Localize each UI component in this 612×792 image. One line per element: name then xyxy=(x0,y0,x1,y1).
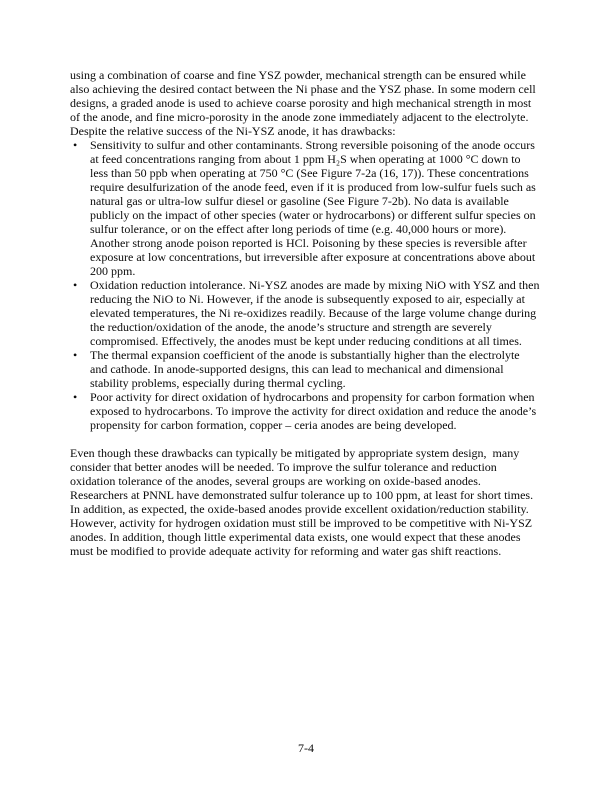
text-line: However, activity for hydrogen oxidation must still be improved to be competitive with Ni-YSZ xyxy=(70,516,533,530)
bullet-item-thermal-expansion xyxy=(70,348,557,390)
bullet-text-sulfur-sensitivity xyxy=(90,138,557,278)
bullet-icon: • xyxy=(73,278,78,292)
bullet-icon: • xyxy=(73,348,78,362)
closing-paragraph xyxy=(70,446,557,558)
text-line: Another strong anode poison reported is HCl. Poisoning by these species is reversible after xyxy=(90,236,527,250)
intro-paragraph xyxy=(70,68,557,138)
text-line: Despite the relative success of the Ni-YSZ anode, it has drawbacks: xyxy=(70,124,396,138)
drawbacks-bullet-list xyxy=(70,138,557,432)
text-line: The thermal expansion coefficient of the anode is substantially higher than the electrolyte xyxy=(90,348,520,362)
text-line: at feed concentrations ranging from about 1 ppm H₂S when operating at 1000 °C down to xyxy=(90,152,521,166)
bullet-icon: • xyxy=(73,138,78,152)
text-line: designs, a graded anode is used to achieve coarse porosity and high mechanical strength in most xyxy=(70,96,532,110)
text-line: propensity for carbon formation, copper – ceria anodes are being developed. xyxy=(90,418,457,432)
text-line: must be modified to provide adequate activity for reforming and water gas shift reactions. xyxy=(70,544,502,558)
text-line: Sensitivity to sulfur and other contaminants. Strong reversible poisoning of the anode occurs xyxy=(90,138,535,152)
text-line: Oxidation reduction intolerance. Ni-YSZ anodes are made by mixing NiO with YSZ and then xyxy=(90,278,540,292)
text-line: sulfur tolerance, or on the effect after long periods of time (e.g. 40,000 hours or more). xyxy=(90,222,507,236)
text-line: In addition, as expected, the oxide-based anodes provide excellent oxidation/reduction stability. xyxy=(70,502,529,516)
text-line: 200 ppm. xyxy=(90,264,136,278)
bullet-text-oxidation-reduction xyxy=(90,278,557,348)
text-line: oxidation tolerance of the anodes, several groups are working on oxide-based anodes. xyxy=(70,474,481,488)
bullet-item-sulfur-sensitivity xyxy=(70,138,557,278)
text-line: and cathode. In anode-supported designs, this can lead to mechanical and dimensional xyxy=(90,362,504,376)
text-line: of the anode, and fine micro-porosity in the anode zone immediately adjacent to the electrolyte. xyxy=(70,110,529,124)
text-line: anodes. In addition, though little experimental data exists, one would expect that these anodes xyxy=(70,530,521,544)
text-line: Even though these drawbacks can typically be mitigated by appropriate system design, many xyxy=(70,446,520,460)
text-line: natural gas or ultra-low sulfur diesel or gasoline (See Figure 7-2b). No data is available xyxy=(90,194,509,208)
text-line: exposure at low concentrations, but irreversible after exposure at concentrations above about xyxy=(90,250,536,264)
text-line: the reduction/oxidation of the anode, the anode’s structure and strength are severely xyxy=(90,320,492,334)
text-line: stability problems, especially during thermal cycling. xyxy=(90,376,346,390)
text-line: compromised. Effectively, the anodes must be kept under reducing conditions at all times. xyxy=(90,334,522,348)
text-line: Researchers at PNNL have demonstrated sulfur tolerance up to 100 ppm, at least for short times. xyxy=(70,488,534,502)
text-line: less than 50 ppb when operating at 750 °C (See Figure 7-2a (16, 17)). These concentrations xyxy=(90,166,529,180)
text-line: using a combination of coarse and fine YSZ powder, mechanical strength can be ensured while xyxy=(70,68,526,82)
text-line: consider that better anodes will be needed. To improve the sulfur tolerance and reduction xyxy=(70,460,497,474)
bullet-icon: • xyxy=(73,390,78,404)
text-line: require desulfurization of the anode feed, even if it is produced from low-sulfur fuels such as xyxy=(90,180,536,194)
bullet-text-carbon-formation xyxy=(90,390,557,432)
text-line: also achieving the desired contact between the Ni phase and the YSZ phase. In some modern cell xyxy=(70,82,536,96)
bullet-item-carbon-formation xyxy=(70,390,557,432)
page-body xyxy=(70,68,557,558)
text-line: publicly on the impact of other species (water or hydrocarbons) or different sulfur species on xyxy=(90,208,536,222)
text-line: elevated temperatures, the Ni re-oxidizes readily. Because of the large volume change during xyxy=(90,306,537,320)
bullet-item-oxidation-reduction xyxy=(70,278,557,348)
text-line: Poor activity for direct oxidation of hydrocarbons and propensity for carbon formation when xyxy=(90,390,535,404)
text-line: reducing the NiO to Ni. However, if the anode is subsequently exposed to air, especially at xyxy=(90,292,525,306)
text-line: exposed to hydrocarbons. To improve the activity for direct oxidation and reduce the anode’s xyxy=(90,404,537,418)
page-number: 7-4 xyxy=(298,741,314,755)
bullet-text-thermal-expansion xyxy=(90,348,557,390)
